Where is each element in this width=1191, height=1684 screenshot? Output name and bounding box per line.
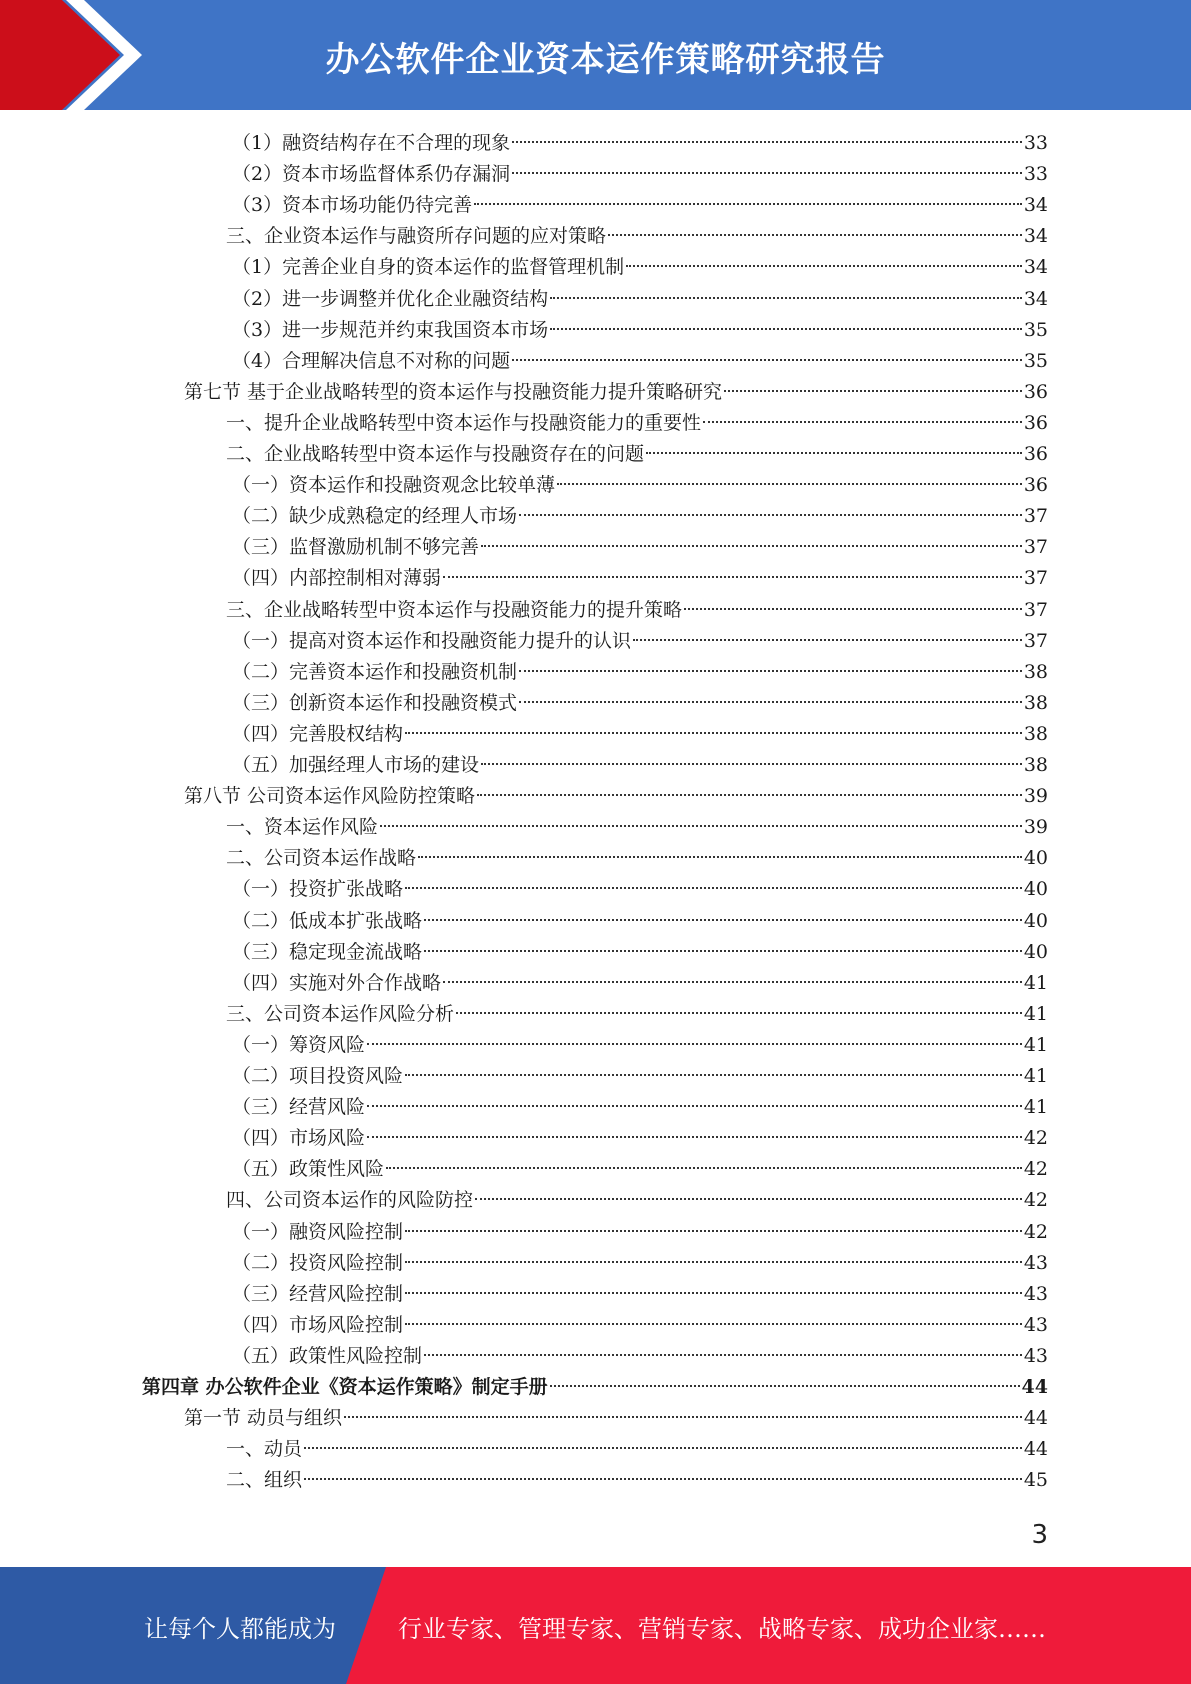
- toc-dot-leader: [405, 1073, 1022, 1076]
- toc-entry-title: （三）稳定现金流战略: [232, 940, 423, 963]
- toc-entry-title: 一、动员: [226, 1438, 303, 1461]
- document-title: 办公软件企业资本运作策略研究报告: [325, 40, 886, 80]
- toc-entry-title: （一）筹资风险: [232, 1033, 366, 1056]
- toc-entry-title: （3）进一步规范并约束我国资本市场: [232, 318, 549, 341]
- toc-entry-title: （五）政策性风险: [232, 1158, 385, 1181]
- toc-entry-title: 第四章 办公软件企业《资本运作策略》制定手册: [142, 1376, 548, 1398]
- toc-entry-page: 37: [1023, 536, 1048, 559]
- toc-entry[interactable]: [232, 563, 1048, 594]
- toc-entry-page: 36: [1023, 380, 1048, 403]
- toc-entry-title: （一）融资风险控制: [232, 1220, 404, 1243]
- toc-entry[interactable]: [232, 532, 1048, 563]
- toc-entry-page: 34: [1023, 194, 1048, 217]
- toc-entry[interactable]: [232, 1310, 1048, 1341]
- toc-entry-page: 40: [1023, 878, 1048, 901]
- toc-entry-page: 33: [1023, 163, 1048, 186]
- footer-slogan-left: 让每个人都能成为: [144, 1615, 336, 1643]
- toc-entry[interactable]: [232, 937, 1048, 968]
- toc-entry[interactable]: [232, 750, 1048, 781]
- toc-dot-leader: [475, 1197, 1022, 1200]
- toc-entry-title: （三）创新资本运作和投融资模式: [232, 691, 518, 714]
- toc-entry[interactable]: [226, 1465, 1048, 1496]
- toc-entry-page: 41: [1023, 1002, 1048, 1025]
- toc-entry-title: 四、公司资本运作的风险防控: [226, 1189, 474, 1212]
- toc-entry[interactable]: [184, 377, 1048, 408]
- toc-entry[interactable]: [232, 1341, 1048, 1372]
- toc-entry-title: （五）政策性风险控制: [232, 1344, 423, 1367]
- toc-dot-leader: [380, 824, 1022, 827]
- toc-entry-title: （四）实施对外合作战略: [232, 971, 442, 994]
- toc-entry[interactable]: [226, 843, 1048, 874]
- toc-dot-leader: [367, 1135, 1022, 1138]
- page-footer: [0, 1567, 1191, 1684]
- toc-dot-leader: [557, 482, 1022, 485]
- toc-entry[interactable]: [232, 1061, 1048, 1092]
- toc-entry-page: 38: [1023, 660, 1048, 683]
- toc-entry-title: （二）投资风险控制: [232, 1251, 404, 1274]
- toc-entry[interactable]: [232, 190, 1048, 221]
- toc-entry-title: （四）内部控制相对薄弱: [232, 567, 442, 590]
- toc-entry-page: 36: [1023, 443, 1048, 465]
- toc-entry-title: 二、企业战略转型中资本运作与投融资存在的问题: [226, 443, 645, 465]
- toc-entry[interactable]: [232, 906, 1048, 937]
- toc-entry[interactable]: [226, 999, 1048, 1030]
- toc-entry-page: 39: [1023, 816, 1048, 839]
- toc-entry[interactable]: [226, 221, 1048, 252]
- toc-entry[interactable]: [232, 874, 1048, 905]
- toc-dot-leader: [386, 1166, 1022, 1169]
- toc-entry-page: 40: [1023, 847, 1048, 870]
- toc-entry[interactable]: [232, 1154, 1048, 1185]
- toc-entry-page: 38: [1023, 691, 1048, 714]
- toc-entry[interactable]: [232, 1248, 1048, 1279]
- toc-entry[interactable]: [232, 159, 1048, 190]
- toc-dot-leader: [474, 202, 1022, 205]
- toc-entry[interactable]: [232, 688, 1048, 719]
- toc-entry-page: 41: [1023, 1096, 1048, 1119]
- toc-entry-page: 41: [1023, 1065, 1048, 1087]
- toc-entry-title: 第八节 公司资本运作风险防控策略: [184, 785, 476, 808]
- toc-entry-page: 43: [1023, 1282, 1048, 1305]
- toc-entry-title: （五）加强经理人市场的建设: [232, 754, 480, 776]
- toc-dot-leader: [550, 327, 1022, 330]
- toc-entry-title: （四）市场风险控制: [232, 1313, 404, 1336]
- toc-entry-page: 43: [1023, 1251, 1048, 1274]
- toc-dot-leader: [512, 358, 1022, 361]
- toc-entry-title: （一）资本运作和投融资观念比较单薄: [232, 474, 556, 497]
- toc-dot-leader: [512, 171, 1022, 174]
- toc-entry[interactable]: [226, 439, 1048, 470]
- toc-entry-page: 37: [1023, 598, 1048, 621]
- toc-entry-title: （二）项目投资风险: [232, 1065, 404, 1087]
- toc-entry[interactable]: [142, 1372, 1048, 1403]
- toc-entry-title: 二、组织: [226, 1469, 303, 1492]
- toc-entry-title: （四）完善股权结构: [232, 722, 404, 745]
- toc-entry[interactable]: [232, 657, 1048, 688]
- toc-dot-leader: [405, 1322, 1022, 1325]
- toc-dot-leader: [626, 264, 1022, 267]
- toc-entry-page: 34: [1023, 225, 1048, 248]
- toc-entry-title: （三）经营风险: [232, 1096, 366, 1119]
- toc-entry[interactable]: [232, 1279, 1048, 1310]
- toc-entry-page: 44: [1023, 1407, 1048, 1430]
- toc-entry-title: 第一节 动员与组织: [184, 1407, 343, 1430]
- toc-entry-page: 38: [1023, 754, 1048, 776]
- toc-entry-page: 40: [1023, 940, 1048, 963]
- toc-dot-leader: [481, 762, 1022, 765]
- toc-entry-title: （3）资本市场功能仍待完善: [232, 194, 473, 217]
- toc-entry-title: 二、公司资本运作战略: [226, 847, 417, 870]
- toc-entry-page: 35: [1023, 349, 1048, 372]
- toc-entry-page: 42: [1023, 1220, 1048, 1243]
- toc-entry[interactable]: [232, 470, 1048, 501]
- toc-entry-title: （二）低成本扩张战略: [232, 909, 423, 932]
- toc-entry-title: （二）完善资本运作和投融资机制: [232, 660, 518, 683]
- toc-dot-leader: [405, 1291, 1022, 1294]
- toc-entry[interactable]: [232, 1092, 1048, 1123]
- toc-dot-leader: [424, 949, 1022, 952]
- toc-entry[interactable]: [184, 1403, 1048, 1434]
- toc-entry-title: （二）缺少成熟稳定的经理人市场: [232, 505, 518, 528]
- toc-entry-page: 42: [1023, 1158, 1048, 1181]
- toc-dot-leader: [367, 1042, 1022, 1045]
- toc-entry-title: 三、企业资本运作与融资所存问题的应对策略: [226, 225, 607, 248]
- toc-entry-page: 39: [1023, 785, 1048, 808]
- toc-dot-leader: [405, 731, 1022, 734]
- toc-entry-title: （一）投资扩张战略: [232, 878, 404, 901]
- toc-entry-page: 37: [1023, 505, 1048, 528]
- toc-entry-page: 45: [1023, 1469, 1048, 1492]
- toc-entry-title: （1）完善企业自身的资本运作的监督管理机制: [232, 256, 625, 279]
- toc-entry-page: 36: [1023, 411, 1048, 434]
- toc-dot-leader: [424, 918, 1022, 921]
- toc-entry-page: 41: [1023, 971, 1048, 994]
- page-number: 3: [1031, 1520, 1048, 1550]
- toc-entry-title: （1）融资结构存在不合理的现象: [232, 132, 511, 154]
- toc-dot-leader: [477, 793, 1022, 796]
- toc-entry-title: （一）提高对资本运作和投融资能力提升的认识: [232, 629, 632, 652]
- toc-entry-page: 36: [1023, 474, 1048, 497]
- toc-entry-title: （2）进一步调整并优化企业融资结构: [232, 287, 549, 310]
- toc-entry[interactable]: [232, 501, 1048, 532]
- toc-dot-leader: [443, 980, 1022, 983]
- toc-dot-leader: [646, 451, 1022, 454]
- toc-entry-title: （三）经营风险控制: [232, 1282, 404, 1305]
- toc-entry-page: 34: [1023, 256, 1048, 279]
- toc-dot-leader: [424, 1353, 1022, 1356]
- toc-entry[interactable]: [184, 781, 1048, 812]
- toc-entry[interactable]: [232, 719, 1048, 750]
- toc-entry[interactable]: [232, 284, 1048, 315]
- toc-dot-leader: [703, 420, 1022, 423]
- toc-dot-leader: [344, 1415, 1022, 1418]
- toc-entry-page: 34: [1023, 287, 1048, 310]
- toc-dot-leader: [367, 1104, 1022, 1107]
- toc-entry[interactable]: [232, 252, 1048, 283]
- toc-dot-leader: [405, 886, 1022, 889]
- footer-slogan-right: 行业专家、管理专家、营销专家、战略专家、成功企业家……: [398, 1615, 1046, 1643]
- toc-entry-page: 37: [1023, 629, 1048, 652]
- toc-entry[interactable]: [226, 1185, 1048, 1216]
- toc-dot-leader: [481, 544, 1022, 547]
- toc-entry-title: （2）资本市场监督体系仍存漏洞: [232, 163, 511, 186]
- toc-entry-page: 42: [1023, 1127, 1048, 1150]
- toc-dot-leader: [550, 296, 1022, 299]
- toc-dot-leader: [405, 1260, 1022, 1263]
- toc-dot-leader: [456, 1011, 1022, 1014]
- toc-entry-title: （三）监督激励机制不够完善: [232, 536, 480, 559]
- toc-dot-leader: [512, 140, 1022, 143]
- toc-entry-title: 三、公司资本运作风险分析: [226, 1002, 455, 1025]
- toc-dot-leader: [443, 575, 1022, 578]
- toc-entry[interactable]: [232, 1123, 1048, 1154]
- toc-entry[interactable]: [232, 1217, 1048, 1248]
- toc-dot-leader: [550, 1384, 1020, 1387]
- toc-entry[interactable]: [226, 408, 1048, 439]
- toc-entry-page: 43: [1023, 1344, 1048, 1367]
- toc-entry-title: 一、提升企业战略转型中资本运作与投融资能力的重要性: [226, 411, 702, 434]
- toc-dot-leader: [519, 700, 1022, 703]
- toc-entry[interactable]: [232, 128, 1048, 159]
- toc-dot-leader: [405, 1229, 1022, 1232]
- toc-dot-leader: [684, 607, 1022, 610]
- toc-entry-title: 一、资本运作风险: [226, 816, 379, 839]
- toc-entry[interactable]: [232, 968, 1048, 999]
- page-header: [0, 0, 1191, 110]
- toc-entry-title: （四）市场风险: [232, 1127, 366, 1150]
- toc-dot-leader: [418, 855, 1022, 858]
- toc-entry[interactable]: [226, 812, 1048, 843]
- toc-dot-leader: [633, 638, 1022, 641]
- toc-entry-title: （4）合理解决信息不对称的问题: [232, 349, 511, 372]
- toc-dot-leader: [304, 1446, 1022, 1449]
- toc-entry-page: 37: [1023, 567, 1048, 590]
- toc-entry[interactable]: [232, 315, 1048, 346]
- toc-entry[interactable]: [232, 626, 1048, 657]
- toc-entry-page: 44: [1021, 1376, 1048, 1398]
- toc-entry[interactable]: [232, 1030, 1048, 1061]
- toc-entry[interactable]: [226, 595, 1048, 626]
- toc-entry-title: 三、企业战略转型中资本运作与投融资能力的提升策略: [226, 598, 683, 621]
- toc-entry[interactable]: [232, 346, 1048, 377]
- toc-dot-leader: [608, 233, 1022, 236]
- toc-entry-page: 38: [1023, 722, 1048, 745]
- toc-dot-leader: [304, 1477, 1022, 1480]
- toc-entry-page: 43: [1023, 1313, 1048, 1336]
- toc-entry[interactable]: [226, 1434, 1048, 1465]
- toc-entry-page: 40: [1023, 909, 1048, 932]
- toc-entry-page: 42: [1023, 1189, 1048, 1212]
- toc-entry-page: 44: [1023, 1438, 1048, 1461]
- toc-entry-title: 第七节 基于企业战略转型的资本运作与投融资能力提升策略研究: [184, 380, 723, 403]
- toc-entry-page: 33: [1023, 132, 1048, 154]
- toc-dot-leader: [519, 513, 1022, 516]
- toc-entry-page: 41: [1023, 1033, 1048, 1056]
- toc-entry-page: 35: [1023, 318, 1048, 341]
- toc-dot-leader: [724, 389, 1022, 392]
- toc-dot-leader: [519, 669, 1022, 672]
